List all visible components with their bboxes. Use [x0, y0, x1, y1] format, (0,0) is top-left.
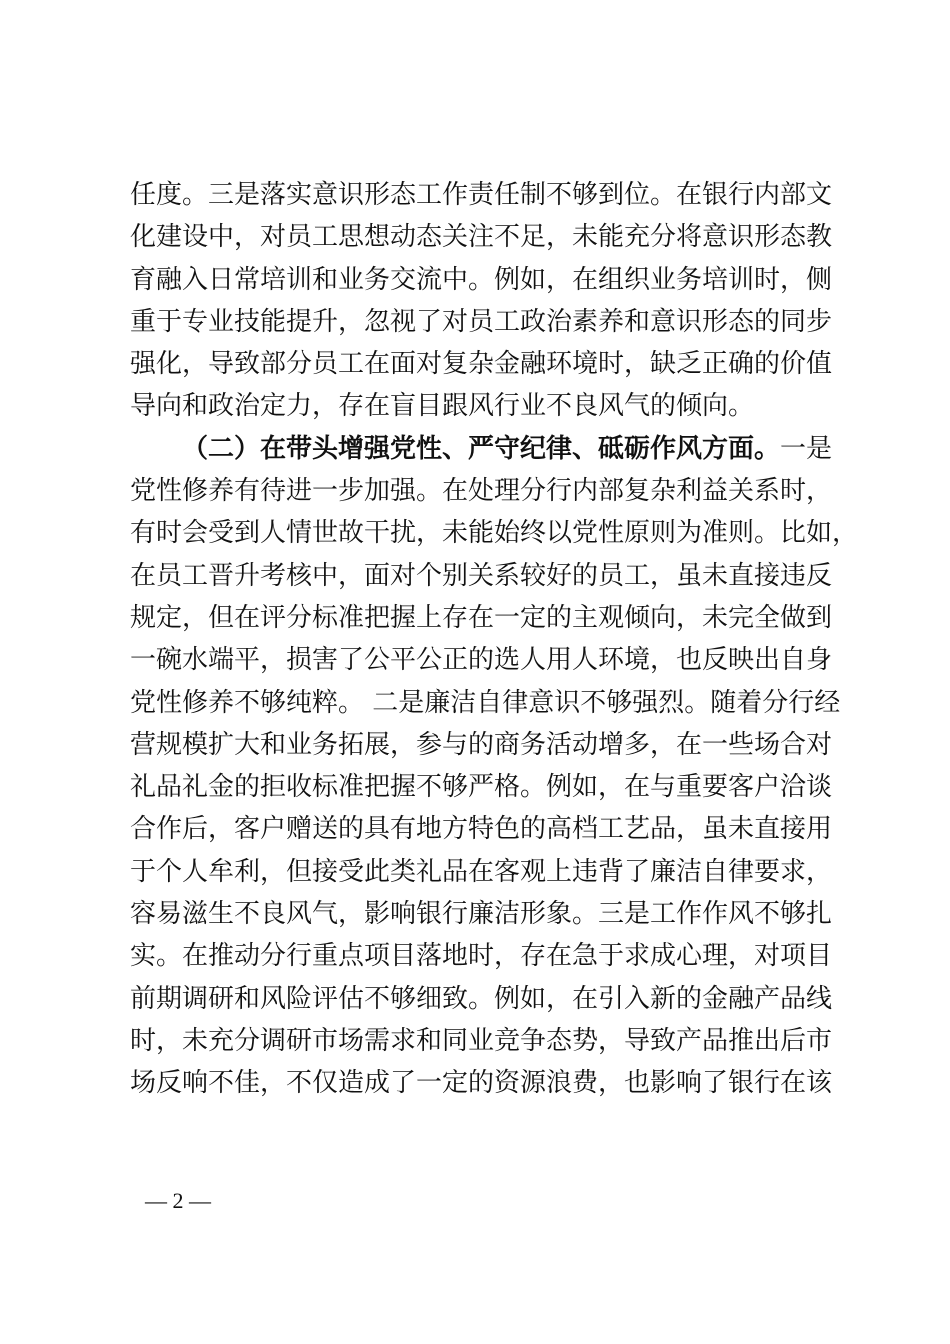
text-line: 前期调研和风险评估不够细致。例如，在引入新的金融产品线	[130, 983, 833, 1014]
text-line-heading	[130, 428, 833, 470]
text-line: 任度。三是落实意识形态工作责任制不够到位。在银行内部文	[130, 180, 833, 210]
text-line: 在员工晋升考核中，面对个别关系较好的员工，虽未直接违反	[130, 560, 833, 591]
text-line: 强化，导致部分员工在面对复杂金融环境时，缺乏正确的价值	[130, 349, 833, 380]
text-line: 合作后，客户赠送的具有地方特色的高档工艺品，虽未直接用	[130, 814, 833, 845]
text-line: 有时会受到人情世故干扰，未能始终以党性原则为准则。比如，	[130, 518, 859, 549]
text-line: 实。在推动分行重点项目落地时，存在急于求成心理，对项目	[130, 941, 833, 972]
text-line: 于个人牟利，但接受此类礼品在客观上违背了廉洁自律要求，	[130, 856, 833, 887]
text-line: 导向和政治定力，存在盲目跟风行业不良风气的倾向。	[130, 391, 755, 422]
text-line: 营规模扩大和业务拓展，参与的商务活动增多，在一些场合对	[130, 729, 833, 760]
text-line: 一碗水端平，损害了公平公正的选人用人环境，也反映出自身	[130, 645, 833, 676]
text-line: 礼品礼金的拒收标准把握不够严格。例如，在与重要客户洽谈	[130, 772, 833, 803]
paragraph-1	[130, 174, 833, 428]
section-heading: （二）在带头增强党性、严守纪律、砥砺作风方面。	[182, 433, 781, 464]
text-line: 容易滋生不良风气，影响银行廉洁形象。三是工作作风不够扎	[130, 899, 833, 930]
text-line: 党性修养不够纯粹。 二是廉洁自律意识不够强烈。随着分行经	[130, 687, 841, 718]
text-line: 党性修养有待进一步加强。在处理分行内部复杂利益关系时，	[130, 476, 833, 507]
text-line: 时，未充分调研市场需求和同业竞争态势，导致产品推出后市	[130, 1025, 833, 1056]
text-line: 化建设中，对员工思想动态关注不足，未能充分将意识形态教	[130, 222, 833, 253]
heading-line-rest: 一是	[780, 433, 833, 464]
page-number: — 2 —	[145, 1188, 211, 1213]
text-line: 规定，但在评分标准把握上存在一定的主观倾向，未完全做到	[130, 602, 833, 633]
document-body	[130, 174, 859, 1105]
text-line: 育融入日常培训和业务交流中。例如，在组织业务培训时，侧	[130, 264, 833, 295]
text-line: 重于专业技能提升，忽视了对员工政治素养和意识形态的同步	[130, 306, 833, 337]
paragraph-2	[130, 428, 859, 1105]
text-line: 场反响不佳，不仅造成了一定的资源浪费，也影响了银行在该	[130, 1068, 833, 1099]
